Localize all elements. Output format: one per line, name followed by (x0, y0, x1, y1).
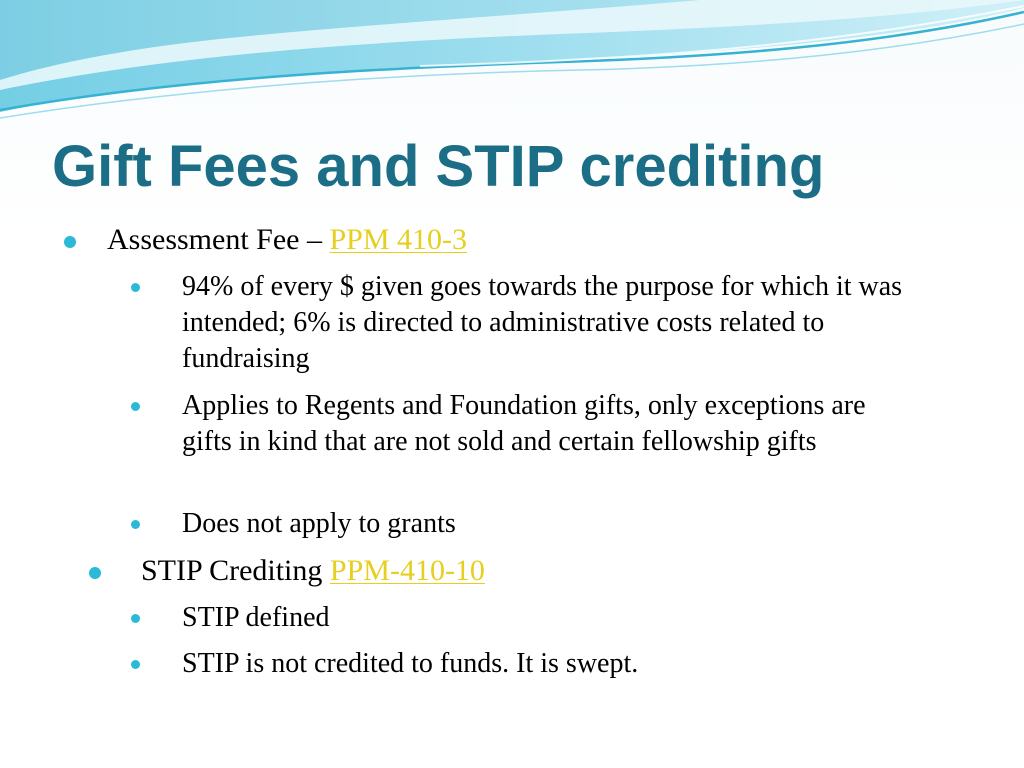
section-label: STIP Crediting (141, 554, 330, 587)
section-assessment-fee (107, 222, 467, 258)
bullet-dot (131, 520, 140, 529)
list-item: STIP defined (182, 602, 330, 633)
bullet-dot (131, 614, 140, 623)
bullet-dot (89, 567, 101, 579)
list-item: Applies to Regents and Foundation gifts, only exceptions are gifts in kind that are not sold and certain fellowship gifts (182, 390, 866, 457)
list-item: 94% of every $ given goes towards the purpose for which it was intended; 6% is directed to administrative costs related to fundraising (182, 271, 903, 374)
list-item: Does not apply to grants (182, 508, 456, 539)
bullet-dot (131, 402, 140, 411)
bullet-dot (131, 283, 140, 292)
section-label: Assessment Fee – (107, 223, 330, 256)
ppm-410-10-link[interactable]: PPM-410-10 (329, 554, 485, 587)
ppm-410-3-link[interactable]: PPM 410-3 (329, 223, 468, 256)
section-stip-crediting (141, 553, 485, 589)
list-item: STIP is not credited to funds. It is swept. (182, 648, 639, 679)
slide-title: Gift Fees and STIP crediting (52, 134, 825, 199)
bullet-dot (64, 236, 76, 248)
bullet-dot (131, 660, 140, 669)
